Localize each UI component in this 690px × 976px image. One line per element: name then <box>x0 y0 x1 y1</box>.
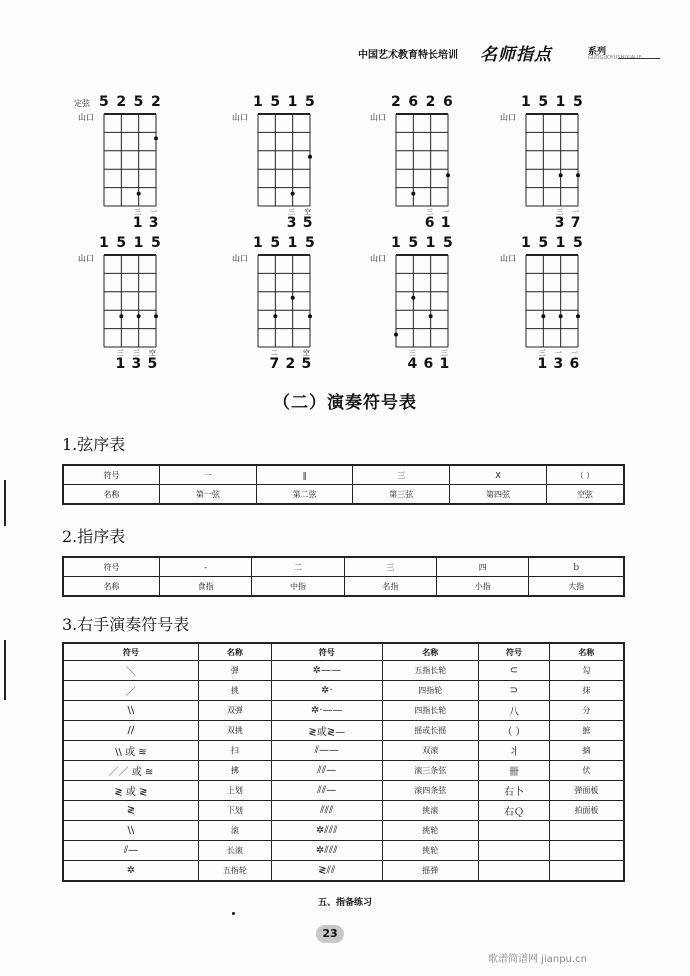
note-label <box>267 349 281 371</box>
table-row <box>63 821 624 841</box>
note-label <box>567 349 581 371</box>
table-cell: 弹面板 <box>549 781 624 801</box>
table-cell: ✲· <box>272 681 383 701</box>
table-cell: ⊂ <box>479 661 550 681</box>
table-cell: 下划 <box>198 801 271 821</box>
note-label <box>551 349 565 371</box>
tuning-note: 5 <box>270 94 281 110</box>
note-number: 4 <box>407 356 418 372</box>
tuning-note: 5 <box>538 94 549 110</box>
table-cell: ✲ <box>63 861 198 882</box>
table-cell: ≷ 或 ≷ <box>63 781 198 801</box>
tuning-note: 5 <box>573 94 583 110</box>
tuning-label: 定弦 <box>74 99 90 108</box>
table-cell: 双滚 <box>382 741 479 761</box>
table-cell <box>479 861 550 882</box>
note-number: 1 <box>439 356 450 372</box>
finger-dot <box>576 173 580 177</box>
table-row <box>63 661 624 681</box>
tuning-note: 2 <box>116 94 127 110</box>
fingering-mark: 空 <box>304 208 312 216</box>
table-cell: ／ <box>63 681 198 701</box>
table-cell: 名称 <box>63 577 160 597</box>
series-subtext: GUOGUOYUSHIXIALIE <box>588 55 642 61</box>
chord-diagram <box>496 233 606 372</box>
nut-label: 山口 <box>232 113 248 122</box>
note-label <box>147 208 161 230</box>
table-cell: 右卜 <box>479 781 550 801</box>
chord-diagram <box>228 233 338 372</box>
table-cell: 长滚 <box>198 841 271 861</box>
tuning-note: 6 <box>443 94 453 110</box>
table-cell: 摇或长摇 <box>382 721 479 741</box>
table-cell <box>479 821 550 841</box>
finger-dot <box>446 173 450 177</box>
finger-dot <box>559 314 563 318</box>
finger-dot <box>541 314 545 318</box>
table-cell: 右Ｑ <box>479 801 550 821</box>
table-cell: 第三弦 <box>353 485 450 505</box>
chord-diagram <box>366 233 476 372</box>
table-cell: 摇弹 <box>382 861 479 882</box>
tuning-note: 5 <box>270 235 281 251</box>
table-cell: 第一弦 <box>160 485 257 505</box>
tuning-note: 2 <box>151 94 161 110</box>
fingering-mark: 三 <box>132 349 140 357</box>
table-cell: ⊃ <box>479 681 550 701</box>
finger-dot <box>137 314 141 318</box>
tuning-note: 5 <box>116 235 127 251</box>
fingering-mark: 三 <box>556 208 564 216</box>
decorative-dot <box>232 912 235 915</box>
table-cell: ⫽— <box>63 841 198 861</box>
table-cell: ⫽⫽— <box>272 761 383 781</box>
table-row <box>63 801 624 821</box>
table-cell: 一 <box>160 465 257 485</box>
table-cell: （ ） <box>479 721 550 741</box>
tuning-note: 5 <box>133 94 144 110</box>
table-cell <box>549 861 624 882</box>
table-cell: 双挑 <box>198 721 271 741</box>
table-cell: 五指轮 <box>198 861 271 882</box>
tuning-note: 2 <box>391 94 401 110</box>
table-cell: 抹 <box>549 681 624 701</box>
note-number: 3 <box>286 215 297 231</box>
table-header-cell: 符号 <box>63 643 198 661</box>
fingering-mark: 三 <box>116 349 124 357</box>
table-cell <box>549 841 624 861</box>
table-cell: 伏 <box>549 761 624 781</box>
table-cell: 名称 <box>63 485 160 505</box>
table-cell: 双弹 <box>198 701 271 721</box>
table-cell: 符号 <box>63 557 160 577</box>
fingering-mark: 三 <box>440 349 448 357</box>
note-label <box>437 349 451 371</box>
table-cell: Ⅹ <box>450 465 547 485</box>
fingering-mark: 三 <box>538 349 546 357</box>
table-row <box>63 841 624 861</box>
tuning-note: 5 <box>305 94 315 110</box>
margin-mark <box>4 640 6 700</box>
table-cell: 二 <box>252 557 344 577</box>
table-cell: 拍面板 <box>549 801 624 821</box>
table-cell: ｂ <box>529 557 624 577</box>
table-cell: ⫽⫽— <box>272 781 383 801</box>
nut-label: 山口 <box>78 254 94 263</box>
table-cell: 符号 <box>63 465 160 485</box>
table-cell: - <box>160 557 252 577</box>
table-row <box>63 681 624 701</box>
note-label <box>301 208 315 230</box>
nut-label: 山口 <box>78 113 94 122</box>
note-number: 3 <box>148 215 159 231</box>
finger-dot <box>308 314 312 318</box>
tuning-note: 1 <box>521 94 531 110</box>
table-header-cell: 名称 <box>382 643 479 661</box>
note-number: 3 <box>553 356 564 372</box>
note-number: 1 <box>132 215 143 231</box>
table-header-cell: 符号 <box>272 643 383 661</box>
table-cell: 四指长轮 <box>382 701 479 721</box>
finger-dot <box>394 333 398 337</box>
table-cell: 分 <box>549 701 624 721</box>
nut-label: 山口 <box>500 254 516 263</box>
table-header-cell: 符号 <box>479 643 550 661</box>
table-cell: 挑轮 <box>382 821 479 841</box>
table-cell: ⫽—— <box>272 741 383 761</box>
finger-dot <box>291 192 295 196</box>
table-cell: ≷⫽⫽ <box>272 861 383 882</box>
note-label <box>283 349 297 371</box>
table-cell: （ ） <box>546 465 624 485</box>
note-number: 6 <box>424 215 435 231</box>
finger-dot <box>137 192 141 196</box>
nut-label: 山口 <box>370 113 386 122</box>
table-cell: 第二弦 <box>256 485 353 505</box>
tuning-note: 1 <box>555 235 566 251</box>
header-rule <box>618 58 660 59</box>
note-number: 7 <box>570 215 581 231</box>
table-cell: 挑轮 <box>382 841 479 861</box>
note-number: 7 <box>269 356 280 372</box>
table-cell: 五指长轮 <box>382 661 479 681</box>
fingering-mark: 一 <box>150 208 158 216</box>
note-label <box>405 349 419 371</box>
table-cell: 三 <box>344 557 436 577</box>
note-label <box>299 349 313 371</box>
table-cell: 第四弦 <box>450 485 547 505</box>
tuning-note: 1 <box>521 235 531 251</box>
tuning-note: 1 <box>287 94 298 110</box>
finger-dot <box>273 314 277 318</box>
fingering-mark: 一 <box>570 349 578 357</box>
page-number: 23 <box>316 925 344 943</box>
right-hand-table-title: 3.右手演奏符号表 <box>62 615 190 634</box>
fingering-mark: 三 <box>426 208 434 216</box>
right-hand-symbols-table <box>62 642 625 882</box>
note-number: 6 <box>423 356 434 372</box>
nut-label: 山口 <box>370 254 386 263</box>
brand-logo: 名师指点 <box>480 45 552 65</box>
note-label <box>145 349 159 371</box>
table-row <box>63 701 624 721</box>
table-row <box>63 721 624 741</box>
table-cell: 小指 <box>437 577 529 597</box>
tuning-note: 1 <box>391 235 401 251</box>
tuning-note: 2 <box>425 94 436 110</box>
table-row <box>63 741 624 761</box>
table-cell: 摭 <box>549 721 624 741</box>
table-cell: 摘 <box>549 741 624 761</box>
tuning-note: 1 <box>253 235 263 251</box>
finger-table-title: 2.指序表 <box>62 527 126 546</box>
table-cell: 大指 <box>529 577 624 597</box>
table-cell: 八 <box>479 701 550 721</box>
fingering-mark: 三 <box>288 208 296 216</box>
table-cell: ✲⫽⫽⫽ <box>272 821 383 841</box>
page-header <box>358 42 660 64</box>
table-row <box>63 861 624 882</box>
note-number: 6 <box>569 356 580 372</box>
fingering-mark: 空 <box>148 349 156 357</box>
table-cell: ／／ 或 ≋ <box>63 761 198 781</box>
note-label <box>423 208 437 230</box>
tuning-note: 5 <box>538 235 549 251</box>
tuning-note: 5 <box>305 235 315 251</box>
table-cell: 滚三条弦 <box>382 761 479 781</box>
table-cell: ＼ <box>63 661 198 681</box>
table-cell: \\ <box>63 821 198 841</box>
table-cell: ‖ <box>256 465 353 485</box>
fingering-mark: 一 <box>442 208 450 216</box>
fingering-mark: 二 <box>270 349 278 357</box>
table-cell: ≷ <box>63 801 198 821</box>
table-cell: 四指轮 <box>382 681 479 701</box>
tuning-note: 1 <box>99 235 109 251</box>
section-title: （二）演奏符号表 <box>273 393 417 413</box>
table-cell: \\ <box>63 701 198 721</box>
note-label <box>129 349 143 371</box>
finger-dot <box>308 155 312 159</box>
table-cell: 名指 <box>344 577 436 597</box>
string-table-title: 1.弦序表 <box>62 435 126 454</box>
note-number: 5 <box>301 356 312 372</box>
note-label <box>569 208 583 230</box>
table-cell: // <box>63 721 198 741</box>
fingering-mark: 三 <box>134 208 142 216</box>
chord-diagram <box>74 233 184 372</box>
note-label <box>113 349 127 371</box>
tuning-note: 5 <box>151 235 161 251</box>
note-label <box>131 208 145 230</box>
fingering-mark: 空 <box>302 349 310 357</box>
table-cell: 卌 <box>479 761 550 781</box>
series-label: 系列 <box>588 47 607 57</box>
fingering-mark: 三 <box>408 349 416 357</box>
finger-dot <box>154 314 158 318</box>
chord-diagram <box>366 92 476 231</box>
table-cell: 三 <box>353 465 450 485</box>
table-cell: 上划 <box>198 781 271 801</box>
tuning-note: 5 <box>99 94 109 110</box>
tuning-note: 1 <box>425 235 436 251</box>
table-cell: 滚四条弦 <box>382 781 479 801</box>
table-header-cell: 名称 <box>549 643 624 661</box>
note-number: 3 <box>131 356 142 372</box>
nut-label: 山口 <box>500 113 516 122</box>
string-order-table <box>62 464 625 505</box>
chord-diagram <box>74 92 184 231</box>
tuning-note: 1 <box>555 94 566 110</box>
note-label <box>439 208 453 230</box>
note-number: 1 <box>440 215 451 231</box>
note-number: 2 <box>285 356 296 372</box>
table-cell <box>549 821 624 841</box>
tuning-note: 1 <box>287 235 298 251</box>
finger-dot <box>559 173 563 177</box>
table-cell: ✲—— <box>272 661 383 681</box>
nut-label: 山口 <box>232 254 248 263</box>
note-number: 1 <box>115 356 126 372</box>
note-number: 5 <box>302 215 313 231</box>
table-cell: 扫 <box>198 741 271 761</box>
table-cell: 丬 <box>479 741 550 761</box>
note-number: 5 <box>147 356 158 372</box>
chord-diagram <box>496 92 606 231</box>
table-row <box>63 761 624 781</box>
table-cell: 四 <box>437 557 529 577</box>
finger-dot <box>411 296 415 300</box>
table-row <box>63 781 624 801</box>
margin-mark <box>4 480 6 526</box>
note-number: 1 <box>537 356 548 372</box>
finger-dot <box>411 192 415 196</box>
finger-order-table <box>62 556 625 597</box>
finger-dot <box>576 314 580 318</box>
footer-caption: 五、指备练习 <box>317 898 372 908</box>
table-cell: ≷或≷— <box>272 721 383 741</box>
table-cell: ✲⫽⫽⫽ <box>272 841 383 861</box>
table-cell: 中指 <box>252 577 344 597</box>
tuning-note: 1 <box>253 94 263 110</box>
fingering-mark: 一 <box>572 208 580 216</box>
series-title: 中国艺术教育特长培训 <box>358 50 458 61</box>
tuning-note: 5 <box>443 235 453 251</box>
table-cell: ✲·—— <box>272 701 383 721</box>
tuning-note: 5 <box>408 235 419 251</box>
note-label <box>535 349 549 371</box>
tuning-note: 6 <box>408 94 419 110</box>
tuning-note: 5 <box>573 235 583 251</box>
finger-dot <box>154 136 158 140</box>
finger-dot <box>291 296 295 300</box>
finger-dot <box>119 314 123 318</box>
table-cell: 滚 <box>198 821 271 841</box>
note-number: 3 <box>554 215 565 231</box>
table-cell: 弹 <box>198 661 271 681</box>
fingering-mark: 一 <box>554 349 562 357</box>
note-label <box>421 349 435 371</box>
table-cell: 挑 <box>198 681 271 701</box>
table-cell: 食指 <box>160 577 252 597</box>
note-label <box>285 208 299 230</box>
finger-dot <box>429 314 433 318</box>
watermark: 歌谱简谱网 jianpu.cn <box>488 954 587 965</box>
chord-diagram <box>228 92 338 231</box>
table-cell <box>479 841 550 861</box>
note-label <box>553 208 567 230</box>
tuning-note: 1 <box>133 235 144 251</box>
table-header-cell: 名称 <box>198 643 271 661</box>
table-cell: 勾 <box>549 661 624 681</box>
table-cell: 挑滚 <box>382 801 479 821</box>
table-cell: ⫽⫽⫽ <box>272 801 383 821</box>
table-cell: 空弦 <box>546 485 624 505</box>
table-cell: 拂 <box>198 761 271 781</box>
table-cell: \\ 或 ≋ <box>63 741 198 761</box>
